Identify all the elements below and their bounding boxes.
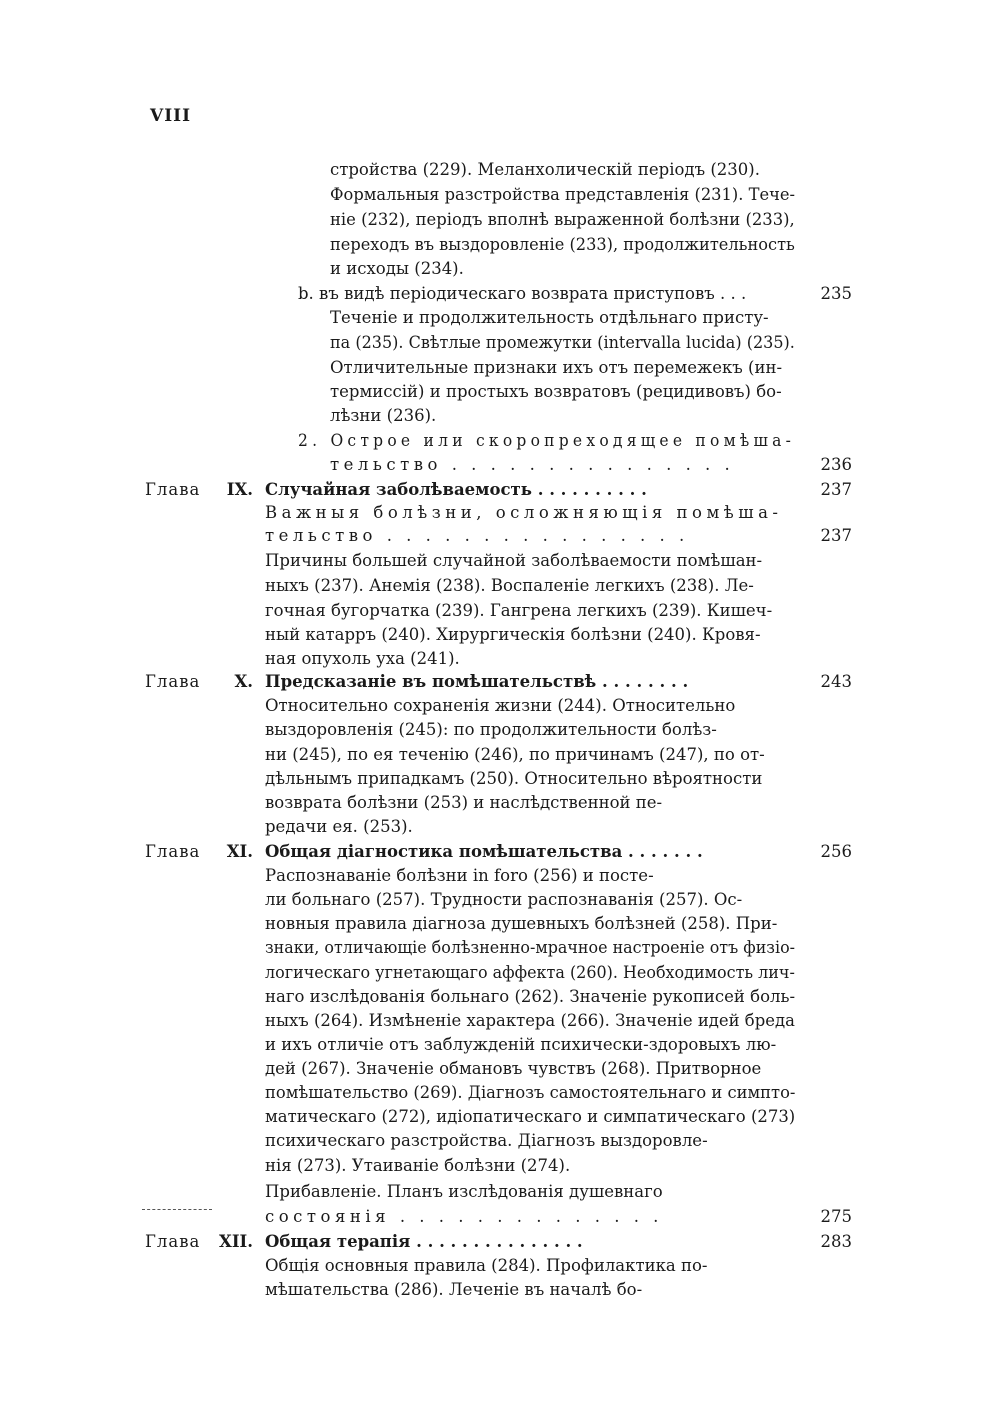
chapter-word: Глава <box>145 672 201 691</box>
entry-text: b. въ видѣ періодическаго возврата приступовъ . . . <box>298 284 747 303</box>
chapter-title: Общая діагностика помѣшательства . . . . . . . <box>265 842 703 861</box>
entry-text: ли больнаго (257). Трудности распознаванія (257). Ос- <box>265 890 743 909</box>
entry-text: ни (245), по ея теченію (246), по причинамъ (247), по от- <box>265 745 765 764</box>
chapter-number: XII. <box>219 1232 253 1251</box>
entry-text: стройства (229). Меланхолическій періодъ (230). <box>330 160 760 179</box>
chapter-word: Глава <box>145 1232 201 1251</box>
entry-text: переходъ въ выздоровленіе (233), продолжительность <box>330 235 795 254</box>
entry-text: состоянія . . . . . . . . . . . . . . <box>265 1207 663 1226</box>
entry-text: ныхъ (264). Измѣненіе характера (266). Значеніе идей бреда <box>265 1011 795 1030</box>
entry-text: наго изслѣдованія больнаго (262). Значеніе рукописей боль- <box>265 987 796 1006</box>
entry-text: Прибавленіе. Планъ изслѣдованія душевнаго <box>265 1182 663 1201</box>
entry-text: ныхъ (237). Анемія (238). Воспаленіе легкихъ (238). Ле- <box>265 576 754 595</box>
chapter-word: Глава <box>145 842 201 861</box>
chapter-number: IX. <box>226 480 253 499</box>
entry-text: па (235). Свѣтлые промежутки (intervalla lucida) (235). <box>330 333 795 352</box>
entry-text: Отличительные признаки ихъ отъ перемежекъ (ин- <box>330 358 783 377</box>
entry-text: Относительно сохраненія жизни (244). Относительно <box>265 696 736 715</box>
entry-text: редачи ея. (253). <box>265 817 413 836</box>
page-reference: 235 <box>820 284 852 303</box>
page-reference: 283 <box>820 1232 852 1251</box>
entry-text: возврата болѣзни (253) и наслѣдственной пе- <box>265 793 663 812</box>
chapter-label <box>145 1230 257 1254</box>
chapter-number: X. <box>234 672 253 691</box>
chapter-word: Глава <box>145 480 201 499</box>
entry-text: Распознаваніе болѣзни in foro (256) и посте- <box>265 866 654 885</box>
chapter-title: Общая терапія . . . . . . . . . . . . . . . <box>265 1232 583 1251</box>
entry-text: Теченіе и продолжительность отдѣльнаго присту- <box>330 308 769 327</box>
entry-text: знаки, отличающіе болѣзненно-мрачное настроеніе отъ физіо- <box>265 938 796 957</box>
entry-text: дей (267). Значеніе обмановъ чувствъ (268). Притворное <box>265 1059 762 1078</box>
page-reference: 256 <box>820 842 852 861</box>
entry-text: матическаго (272), идіопатическаго и симпатическаго (273) <box>265 1107 796 1126</box>
entry-text: ный катарръ (240). Хирургическія болѣзни (240). Кровя- <box>265 625 761 644</box>
entry-text: Формальныя разстройства представленія (231). Тече- <box>330 185 796 204</box>
entry-text: гочная бугорчатка (239). Гангрена легкихъ (239). Кишеч- <box>265 601 773 620</box>
entry-text: и ихъ отличіе отъ заблужденій психически-здоровыхъ лю- <box>265 1035 777 1054</box>
entry-text: лѣзни (236). <box>330 406 437 425</box>
entry-text: дѣльнымъ припадкамъ (250). Относительно вѣроятности <box>265 769 763 788</box>
entry-text: термиссій) и простыхъ возвратовъ (рецидивовъ) бо- <box>330 382 782 401</box>
chapter-label <box>145 840 257 864</box>
entry-text: Общія основныя правила (284). Профилактика по- <box>265 1256 708 1275</box>
entry-text: мѣшательства (286). Леченіе въ началѣ бо- <box>265 1280 643 1299</box>
entry-text: ная опухоль уха (241). <box>265 649 460 668</box>
chapter-number: XI. <box>226 842 253 861</box>
chapter-title: Предсказаніе въ помѣшательствѣ . . . . . . . . <box>265 672 689 691</box>
page-reference: 236 <box>820 455 852 474</box>
entry-text: нія (273). Утаиваніе болѣзни (274). <box>265 1156 571 1175</box>
entry-text: выздоровленія (245): по продолжительности болѣз- <box>265 720 717 739</box>
entry-text: и исходы (234). <box>330 259 464 278</box>
page-reference: 243 <box>820 672 852 691</box>
entry-text: ніе (232), періодъ вполнѣ выраженной болѣзни (233), <box>330 210 795 229</box>
chapter-label <box>145 670 257 694</box>
page-reference: 275 <box>820 1207 852 1226</box>
chapter-label <box>145 478 257 502</box>
entry-text: логическаго угнетающаго аффекта (260). Необходимость лич- <box>265 963 795 982</box>
entry-text: тельство . . . . . . . . . . . . . . . <box>330 455 735 474</box>
margin-mark <box>142 1209 212 1212</box>
entry-text: психическаго разстройства. Діагнозъ выздоровле- <box>265 1131 708 1150</box>
page-reference: 237 <box>820 480 852 499</box>
page-reference: 237 <box>820 526 852 545</box>
chapter-title: Случайная заболѣваемость . . . . . . . . . . <box>265 480 647 499</box>
entry-text: помѣшательство (269). Діагнозъ самостоятельнаго и симпто- <box>265 1083 796 1102</box>
page-number: VIII <box>150 106 192 126</box>
entry-text: Причины большей случайной заболѣваемости помѣшан- <box>265 551 763 570</box>
entry-text: тельство . . . . . . . . . . . . . . . . <box>265 526 689 545</box>
entry-text: новныя правила діагноза душевныхъ болѣзней (258). При- <box>265 914 778 933</box>
entry-text: Важныя болѣзни, осложняющія помѣша- <box>265 503 783 522</box>
entry-text: 2. Острое или скоропреходящее помѣша- <box>298 431 796 450</box>
